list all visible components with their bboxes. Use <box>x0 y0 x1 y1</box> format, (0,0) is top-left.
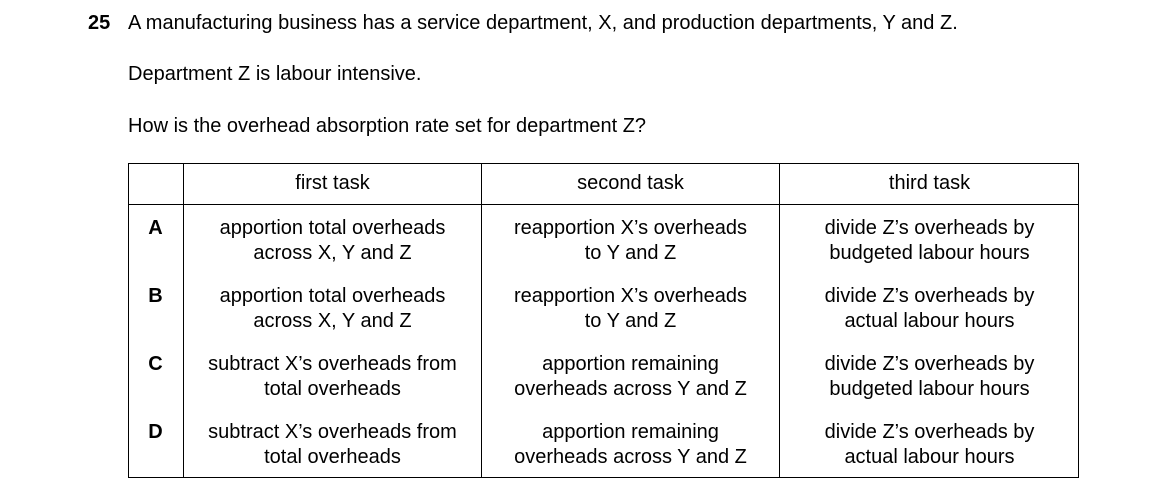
third-task-line: divide Z’s overheads by <box>824 421 1035 443</box>
third-task-line: divide Z’s overheads by <box>824 353 1035 375</box>
option-letter[interactable]: B <box>148 285 163 307</box>
question-number: 25 <box>88 12 111 34</box>
third-task-line: actual labour hours <box>844 310 1015 332</box>
second-task-line: overheads across Y and Z <box>514 378 747 400</box>
first-task-line: subtract X’s overheads from <box>208 353 457 375</box>
option-row-a[interactable] <box>128 205 1079 274</box>
table-header-row <box>128 163 1079 205</box>
first-task-line: across X, Y and Z <box>253 310 412 332</box>
question-prompt: How is the overhead absorption rate set for department Z? <box>128 115 647 137</box>
first-task-line: apportion total overheads <box>219 285 446 307</box>
third-task-line: budgeted labour hours <box>829 378 1030 400</box>
second-task-line: reapportion X’s overheads <box>513 285 748 307</box>
first-task-line: across X, Y and Z <box>253 242 412 264</box>
option-row-c[interactable] <box>128 341 1079 409</box>
second-task-line: to Y and Z <box>584 310 677 332</box>
header-third-task: third task <box>780 163 1080 205</box>
first-task-line: total overheads <box>264 378 401 400</box>
first-task-line: total overheads <box>264 446 401 468</box>
header-blank-cell <box>128 163 184 205</box>
question-context-line: Department Z is labour intensive. <box>128 63 422 85</box>
option-row-b[interactable] <box>128 273 1079 341</box>
third-task-line: divide Z’s overheads by <box>824 285 1035 307</box>
first-task-line: subtract X’s overheads from <box>208 421 457 443</box>
third-task-line: actual labour hours <box>844 446 1015 468</box>
second-task-line: to Y and Z <box>584 242 677 264</box>
options-table <box>128 163 1079 477</box>
header-second-task: second task <box>482 163 780 205</box>
second-task-line: reapportion X’s overheads <box>513 217 748 239</box>
second-task-line: apportion remaining <box>542 353 719 375</box>
option-letter[interactable]: D <box>148 421 163 443</box>
third-task-line: divide Z’s overheads by <box>824 217 1035 239</box>
first-task-line: apportion total overheads <box>219 217 446 239</box>
header-first-task: first task <box>184 163 482 205</box>
third-task-line: budgeted labour hours <box>829 242 1030 264</box>
option-letter[interactable]: A <box>148 217 163 239</box>
option-row-d[interactable] <box>128 409 1079 477</box>
option-letter[interactable]: C <box>148 353 163 375</box>
second-task-line: overheads across Y and Z <box>514 446 747 468</box>
second-task-line: apportion remaining <box>542 421 719 443</box>
question-stem-line: A manufacturing business has a service department, X, and production departments, Y and Z. <box>128 12 958 34</box>
